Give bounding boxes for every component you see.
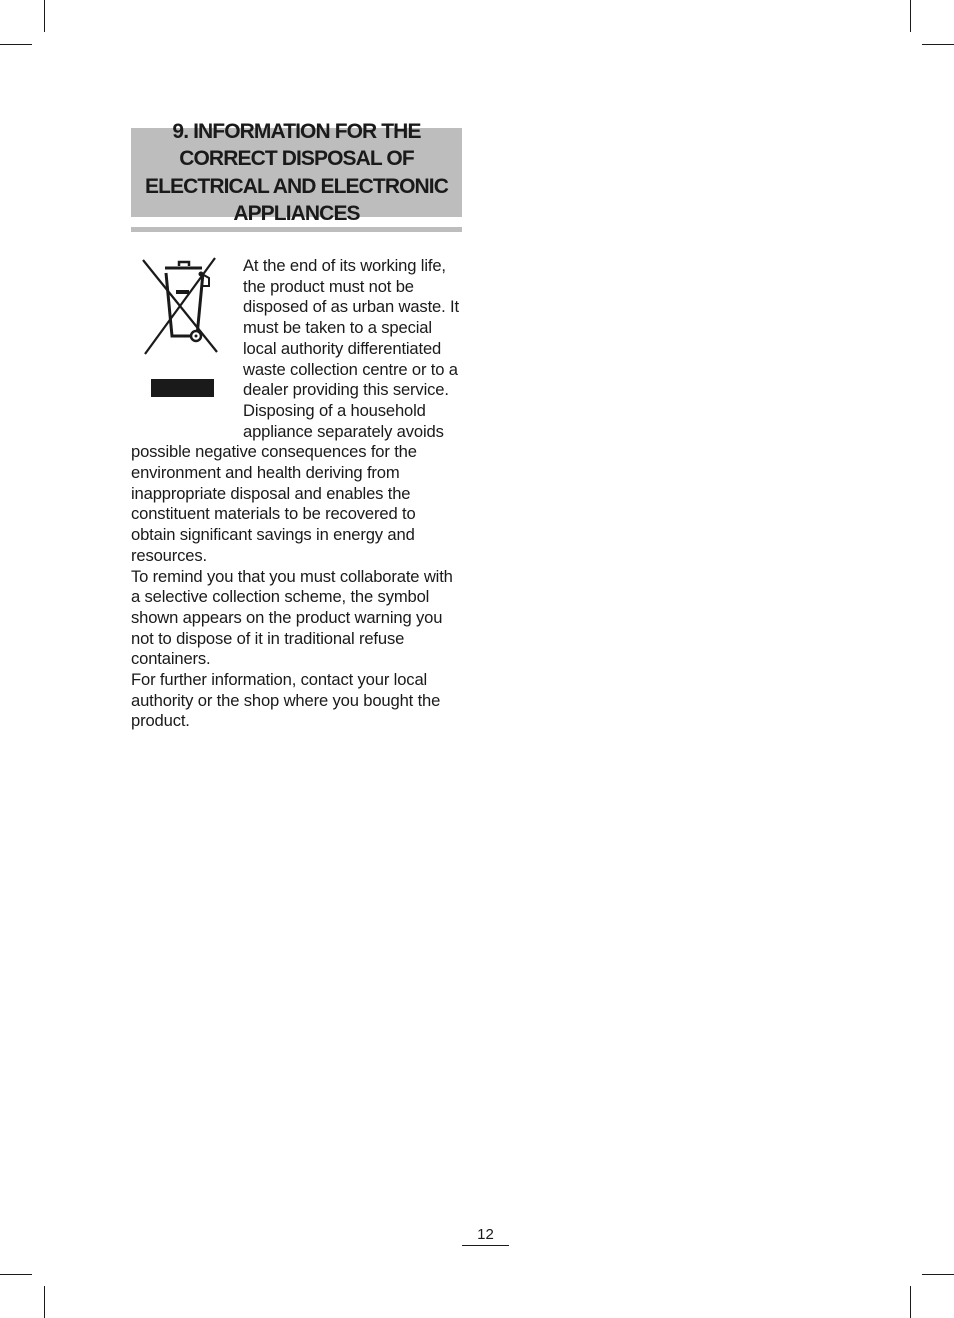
crop-mark-top-right-horizontal bbox=[922, 44, 954, 45]
weee-symbol bbox=[131, 256, 243, 424]
heading-divider bbox=[131, 227, 462, 232]
section-body bbox=[131, 256, 462, 732]
paragraph-further-info: For further information, contact your local authority or the shop where you bought the product. bbox=[131, 670, 441, 731]
crop-mark-top-right-vertical bbox=[910, 0, 911, 32]
crop-mark-bottom-right-horizontal bbox=[922, 1274, 954, 1275]
paragraph-disposal: At the end of its working life, the product must not be disposed of as urban waste. It must be taken to a special local authority differentiated waste collection centre or to a dealer providing this service. Disposing of a household appliance separately avoids possible negative consequences for the environment and health deriving from inappropriate disposal and enables the constituent materials to be recovered to obtain significant savings in energy and resources. bbox=[131, 256, 459, 565]
section-heading: 9. INFORMATION FOR THE CORRECT DISPOSAL OF ELECTRICAL AND ELECTRONIC APPLIANCES bbox=[144, 119, 448, 225]
weee-bar-mark bbox=[151, 379, 214, 397]
crop-mark-top-left-horizontal bbox=[0, 44, 32, 45]
crop-mark-bottom-left-vertical bbox=[44, 1286, 45, 1318]
crop-mark-bottom-left-horizontal bbox=[0, 1274, 32, 1275]
crossed-out-wheelie-bin-icon bbox=[139, 256, 219, 366]
crop-mark-top-left-vertical bbox=[44, 0, 45, 32]
crop-mark-bottom-right-vertical bbox=[910, 1286, 911, 1318]
section-heading-box bbox=[131, 119, 462, 225]
page-number: 12 bbox=[462, 1226, 509, 1246]
paragraph-symbol: To remind you that you must collaborate with a selective collection scheme, the symbol shown appears on the product warning you not to dispose of it in traditional refuse containers. bbox=[131, 566, 453, 669]
